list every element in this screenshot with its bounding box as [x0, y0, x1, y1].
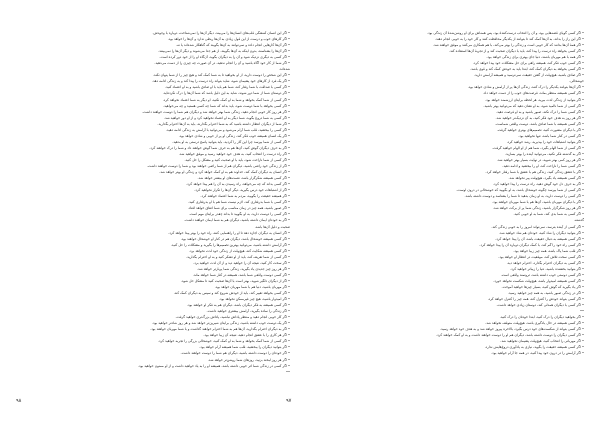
text-line: • اگر به حرف دیگران گوش کنید، آن‌ها هم به حرف شما گوش خواهند داد و شما را درک خواهند کرد. [149, 145, 290, 150]
text-line: • اگر کسی شما را ناراحت کند، او را ببخشید و ادامه دهید. [502, 164, 584, 169]
text-line: • اگر کسی بخواهد راه درست را پیدا کند، باید با دیگران صحبت کند و از تجربهٔ آن‌ها استفاده کند. [449, 49, 584, 54]
text-line: • اگر زندگی را ساده بگیرید، آرامش بیشتری خواهید داشت. [206, 309, 290, 314]
text-line: • اگر کسی را دوست دارید، به او زمان بدهید تا شما را بشناسد و دوست داشته باشد. [464, 194, 584, 199]
text-line: • اگر مهربانی را انتخاب کنید، هیچ‌وقت پشیمان نخواهید شد. [500, 339, 584, 344]
text-line: • اگر آن‌ها بتوانند یکدیگر را درک کنند، زندگی آن‌ها پر از آرامش و شادی خواهد بود. [467, 85, 584, 90]
text-line: • اگر کسی را دوست دارید، به او بگویید تا بداند چقدر برایتان مهم است. [188, 212, 290, 217]
text-line: • اگر کسی به شما دروغ بگوید، شما دیگر به او اعتماد نخواهید کرد و از او دور خواهید شد. [163, 115, 290, 120]
text-line: • اگر از دیگران دلگیر شوید، بهتر است با آن‌ها صحبت کنید تا مشکل حل شود. [180, 278, 290, 283]
text-line: • اگر کسی همیشه امیدوار باشد، هیچ‌وقت شکست نخواهد خورد. [493, 278, 584, 283]
text-line: • اگر کار خوبی انجام دهید و منتظر پاداش نباشید، پاداش بزرگ‌تری خواهید گرفت. [175, 315, 290, 320]
text-line: • اگر کسی همیشه حقیقت را بگوید، نیازی به یادآوری دروغ‌هایش ندارد. [484, 345, 584, 350]
text-line: • اگر کسی از شما ناامید شود، به او نشان دهید که می‌توانید بهتر باشید. [483, 103, 584, 108]
text-line: • اگر کسی بخواهد با شما دوست شود، باید بداند که شما چه کسی هستید و چه می‌خواهید. [163, 103, 290, 108]
text-line: •• [286, 369, 290, 374]
text-line: • اگر صبور باشید، همه چیز در زمان مناسب برای شما اتفاق خواهد افتاد. [187, 206, 290, 211]
text-line: • اگر هر روز شکرگزار باشید، زندگی شما پر از برکت خواهد شد. [492, 206, 584, 211]
text-line: • اگر شما از دیگران انتظار داشته باشید که به شما احترام بگذارند، باید به آن‌ها احترام بگذارید. [157, 121, 290, 126]
text-line: • اگر کسی از شما کمک بخواهد و شما به او کمک نکنید، او دیگر به شما اعتماد نخواهد کرد. [162, 97, 290, 102]
text-line: گذشته. [573, 218, 584, 223]
text-line: • اگر کسی با شما بدرفتاری کند، لازم نیست شما هم با او بدرفتاری کنید. [188, 200, 290, 205]
text-line: • اگر کسی با صداقت با شما رفتار کند، شما هم باید با او صادق باشید و به او اعتماد کنید. [164, 85, 290, 90]
text-line: • اگر یک فرد از کارهای خود پشیمان شود، شاید بتواند راه درست را پیدا کند و به زندگی ادامه دهد. [151, 79, 290, 84]
text-line: • اگر کسی بتواند خودش را کنترل کند، همه چیز را کنترل خواهد کرد. [487, 297, 584, 302]
text-line: • اگر خودتان را دوست داشته باشید، دیگران هم شما را دوست خواهند داشت. [180, 351, 290, 356]
text-line: • اگر با دیگران مشورت کنید، تصمیم‌های بهتری خواهید گرفت. [496, 127, 584, 132]
text-line: • اگر کسی بداند که چه می‌خواهد، راه رسیدن به آن را هم پیدا خواهد کرد. [186, 182, 290, 187]
text-line: • اگر کسی خوب فکر کند، همیشه راهی برای حل مشکلات خود پیدا خواهد کرد. [472, 61, 584, 66]
text-line: • اگر کسی گویای قصه‌هایی بود، و آن را انتخاب درست‌کنندهٔ بود، پس همه‌اش برای او روشن‌شدهٔ آن زندگی بود. [427, 31, 584, 35]
text-line: • اگر آن‌ها کارهایی انجام داده و نمی‌توانند به آن‌ها بگویند که گناهکار شده‌اند یا نه. [175, 43, 290, 48]
text-line: • اگر کسی همیشه یاد بگیرد، هیچ‌وقت پیر نخواهد شد. [508, 176, 584, 181]
text-line: • اگر بتوانید بخشنده باشید، دنیا را زیباتر خواهید کرد. [510, 266, 584, 271]
text-line: • اگر کسی دیگران را دوست داشته باشد، دیگران هم او را دوست خواهند داشت و به او کمک خواهند کرد. [436, 333, 584, 338]
text-line: • اگر کسی بخواهد تغییر کند، باید از خودش شروع کند و سپس به دیگران کمک کند. [173, 291, 290, 296]
text-line: • اگر کسی شما را درک نکند، صبور باشید و به او فرصت دهید. [496, 109, 584, 114]
text-line: • اگر بخواهید دیگران را درک کنید، ابتدا خودتان را درک کنید. [499, 315, 584, 320]
text-line: • اگر کسی همیشه شکایت کند، هیچ‌وقت از زندگی خود لذت نخواهد برد. [188, 248, 290, 253]
text-line: • اگر کسی به دیگران احترام بگذارد، احترام خواهد دید. [506, 260, 584, 265]
text-line: • اگر یاد بگیرید که گوش کنید، بسیار چیزها خواهید آموخت. [501, 284, 584, 289]
text-line: • اگر همهٔ آن‌ها بدانند که کار خوبی است و زندگی را بهتر می‌کند، با هم همکاری می‌کنند و موفق خواهند شد. [432, 43, 584, 48]
text-line: • اگر هر روز به هدف خود فکر کنید، به آن نزدیک‌تر خواهید شد. [495, 115, 584, 120]
text-line: • اگر بتوانید از زندگی لذت ببرید، هر لحظه برایتان ارزشمند خواهد بود. [485, 97, 584, 102]
text-line: • اگر کسی به دیگری نزدیک شود و آن را به دیگران بگوید، آن‌گاه او را از خود دور کرده است. [159, 55, 290, 60]
text-line: • اگر کسی از شما بپرسد چگونه خوشحال باشد، به او بگویید که خوشحالی در درون اوست. [456, 188, 584, 193]
text-line: • اگر کسی راه خود را گم کند، با کمک دیگران دوباره آن را پیدا خواهد کرد. [479, 242, 584, 247]
text-line: • اگر سخت کار کنید، نتیجه آن را خواهید دید و از آن لذت خواهید برد. [193, 260, 290, 265]
text-line: • اگر کسی در زندگی شما اثر خوبی داشته باشد، همیشه او را به یاد خواهید داشت و از او ممنون خواهید بود. [137, 363, 290, 368]
text-line: • اگر کسی همیشه به فکر دیگران باشد، دیگران هم به فکر او خواهند بود. [186, 303, 290, 308]
text-line: • اگر هر روز لبخند بزنید، روزهای شما روشن‌تر خواهد شد. [207, 357, 290, 362]
text-line: • اگر کسی همیشه خوشحال باشد، دیگران هم در کنار او خوشحال خواهند بود. [180, 236, 290, 241]
text-line: • اگر کسی را ببخشید، قلب شما آرام می‌شود و می‌توانید با آرامش به زندگی ادامه دهید. [165, 127, 290, 132]
text-line: • اگر امیدوار باشید، هیچ چیز غیرممکن نخواهد بود. [218, 297, 290, 302]
text-line: • اگر انسان به دیگران اجازه دهد تا او را راهنمایی کنند، راه خود را بهتر پیدا خواهد کرد. [168, 230, 290, 235]
text-line: صحبت و دلیل آن‌ها باشد. [254, 224, 290, 229]
right-page-number: ۹۷ [286, 398, 292, 404]
text-line: • اگر از اشتباهات خود درس بگیرید، دیگر آن‌ها را تکرار نخواهید کرد. [194, 188, 290, 193]
text-line: • اگر کسی همیشه به دنبال حقیقت باشد، آن را پیدا خواهد کرد. [495, 236, 584, 241]
text-line: • اگر این شخص را دوست دارید، از او بخواهید تا به شما کمک کند و هیچ چیز را از شما پنهان نکند. [152, 73, 290, 78]
text-line: • اگر کسی همیشه در حال یادگیری باشد، هیچ‌وقت متوقف نخواهد شد. [485, 321, 584, 326]
text-line: • اگر کسی در کنار شما باشد، تنها نخواهید بود. [518, 133, 584, 138]
text-line: • اگر کسی همیشه شکرگزار باشد، نعمت‌های او بیشتر خواهد شد. [197, 176, 290, 181]
text-line: • اگر صادق باشید، هیچ‌وقت از گفتن حقیقت نمی‌ترسید و همیشه آرامش دارید. [473, 73, 584, 78]
text-line: • اگر این انسان آشفتگی قلب‌های انسان‌ها را می‌بیند، دیگر آن‌ها را نمی‌شناخت، دوباره با وجودش. [152, 31, 290, 35]
text-line: • اگر با دیگران مهربان باشید، آن‌ها هم با شما مهربان خواهند بود. [492, 200, 584, 205]
text-line: • اگر همه با هم مهربان باشند، دنیا جای بهتری برای زندگی خواهد بود. [486, 55, 584, 60]
text-line: • اگر به گذشته فکر نکنید، می‌توانید آینده را بهتر بسازید. [504, 151, 584, 156]
text-line: • اگر آرامش داشته باشید، می‌توانید بهترین تصمیم‌ها را بگیرید و مشکلات را حل کنید. [170, 242, 290, 247]
text-line: • اگر شما از کار خود آگاه باشید و آن را انجام ندهید، در آن صورت چه چیزی را از دست می‌دهید. [154, 61, 290, 66]
text-line: • اگر کسی از آینده بترسد، نمی‌تواند امروز را به خوبی زندگی کند. [491, 224, 584, 229]
text-line: • اگر به دیگران احترام بگذارید، آن‌ها هم به شما احترام خواهند گذاشت و با شما مهربان خواهند بود. [150, 327, 290, 332]
text-line: • اگر کسی سخت تلاش کند، موفقیت در انتظار او خواهد بود. [498, 254, 584, 259]
text-line: • اگر هر کاری را با عشق انجام دهید، نتیجه آن زیبا خواهد بود. [203, 333, 290, 338]
text-line: • اگر بتوانید اشتباهات خود را بپذیرید، رشد خواهید کرد. [506, 139, 584, 144]
text-line: • اگر به خودتان ایمان داشته باشید، دیگران هم به شما ایمان خواهند داشت. [184, 218, 290, 223]
left-page [14, 30, 290, 390]
text-line: • اگر با عشق زندگی کنید، زندگی هم با عشق با شما رفتار خواهد کرد. [485, 170, 584, 175]
text-line: • اگر قلب شما پاک باشد، همه چیز زیبا خواهد بود. [513, 248, 584, 253]
text-line: • اگر همیشه حقیقت را بگویید، مردم به شما اعتماد خواهند کرد. [200, 194, 290, 199]
text-line: • اگر کسی از شما الهام بگیرد، شما هم از او الهام خواهید گرفت. [492, 145, 584, 150]
text-line: • اگر کسی به شما بدی کند، شما به او خوبی کنید. [513, 212, 584, 217]
text-line: • اگر از زندگی خود راضی باشید، دیگران هم از شما راضی خواهند بود و شما را دوست خواهند داشت. [146, 164, 290, 169]
text-line: • اگر کسی همیشه منتظر بماند، فرصت‌های خوب را از دست خواهد داد. [482, 91, 584, 96]
text-line: • اگر بتوانید دیگران را ببخشید، قلب شما همیشه آرام خواهد بود. [199, 345, 290, 350]
text-line: شده‌اند. [278, 67, 290, 72]
text-line: • اگر انسان به دیگران کمک کند، خداوند هم به او کمک خواهد کرد و زندگی او بهتر خواهد شد. [159, 170, 290, 175]
text-line: • اگر بتوانید دیگران را شاد کنید، خودتان هم شاد خواهید شد. [498, 230, 584, 235]
text-line: • اگر هر روز چیز جدیدی یاد بگیرید، زندگی شما پربارتر خواهد شد. [196, 266, 290, 271]
text-line: • اگر به حرف دل خود گوش دهید، راه درست را پیدا خواهید کرد. [492, 182, 584, 187]
text-line: • اگر کسی از شما تعریف کند، باید از او تشکر کنید و به او احترام بگذارید. [186, 254, 290, 259]
text-line: • اگر کسی با دیگران همدلی کند، دوستان زیادی خواهد داشت. [496, 303, 584, 308]
text-line: • اگر کسی همیشه با شما صادق باشد، دوست واقعی شماست. [495, 121, 584, 126]
text-line: • اگر دوستان شما از شما دور شوند، شاید به این دلیل باشد که شما آن‌ها را درک نکرده‌اید. [162, 91, 290, 96]
text-line: • اگر کسی دوستی خوب داشته باشد، ثروتمند واقعی است. [500, 272, 584, 277]
text-line: • اگر آن‌ها را بشناسند، بدون اینکه به آن‌ها بگویند، از هم جدا می‌شوند و دیگر آن‌ها را نمی‌بینند. [158, 49, 290, 54]
text-line: • اگر کسی بخواهد به دیگران کمک کند، ابتدا باید به خودش کمک کند و قوی باشد. [470, 67, 584, 72]
text-line: • اگر کسی دوست واقعی شما باشد، همیشه در کنار شما خواهد ماند. [192, 272, 290, 277]
right-page [310, 30, 584, 390]
text-line: • اگر کسی از شما کمک بخواهد و شما به او کمک کنید، خوشحالی بزرگی را تجربه خواهید کرد. [157, 339, 290, 344]
text-line: خوشحالی. [569, 79, 584, 84]
text-line: • اگر راه درست را انتخاب کنید، به هدف خود خواهید رسید و موفق خواهید شد. [178, 151, 290, 156]
text-line: • اگر کسی از شما بپرسد چرا این کار را کردید، باید بتوانید پاسخ درستی به او بدهید. [172, 139, 290, 144]
left-page-number: ۹۸ [16, 398, 22, 404]
text-line: • اگر آرامش را در درون خود پیدا کنید، در همه جا آرام خواهید بود. [491, 351, 584, 356]
text-line: • اگر هر روز کمی بهتر شوید، در نهایت بسیار بهتر خواهید شد. [496, 157, 584, 162]
text-line: • اگر کسی بتواند از شکست‌های خود درس بگیرد، بالاخره پیروز خواهد شد و به هدف خود خواهد رسید. [439, 327, 584, 332]
text-line: • اگر هر روز کار خوبی انجام دهید، زندگی شما بهتر خواهد شد و دیگران هم شما را دوست خواهند داشت. [142, 109, 290, 114]
text-line: • اگر مهربان باشید، دنیا هم با شما مهربان خواهد بود. [214, 284, 290, 289]
text-line: •• [580, 309, 584, 314]
text-line: • اگر این راز را بداند، به آن‌ها کمک کند تا بتوانند از یکدیگر محافظت کنند و کار خود را به خوبی انجام دهند. [434, 37, 584, 42]
text-line: • اگر یک دوست خوب داشته باشید، زندگی برایتان شیرین‌تر خواهد شد و هر روز شادتر خواهید بود. [151, 321, 290, 326]
text-line: • اگر یک انسان همیشه خوب فکر کند، زندگی او پر از خوبی و شادی خواهد بود. [178, 133, 290, 138]
text-line: • اگر در زندگی صبور باشید، به همه چیز خواهید رسید. [507, 291, 584, 296]
text-line: • اگر کارهای خوب و درست از این قول زیادی به آن‌ها ربطی ندارد و آن‌ها را خواهد بود. [167, 37, 290, 42]
text-line: • اگر کسی از شما ناراحت شود، باید با او صحبت کنید و مشکل را حل کنید. [184, 157, 290, 162]
